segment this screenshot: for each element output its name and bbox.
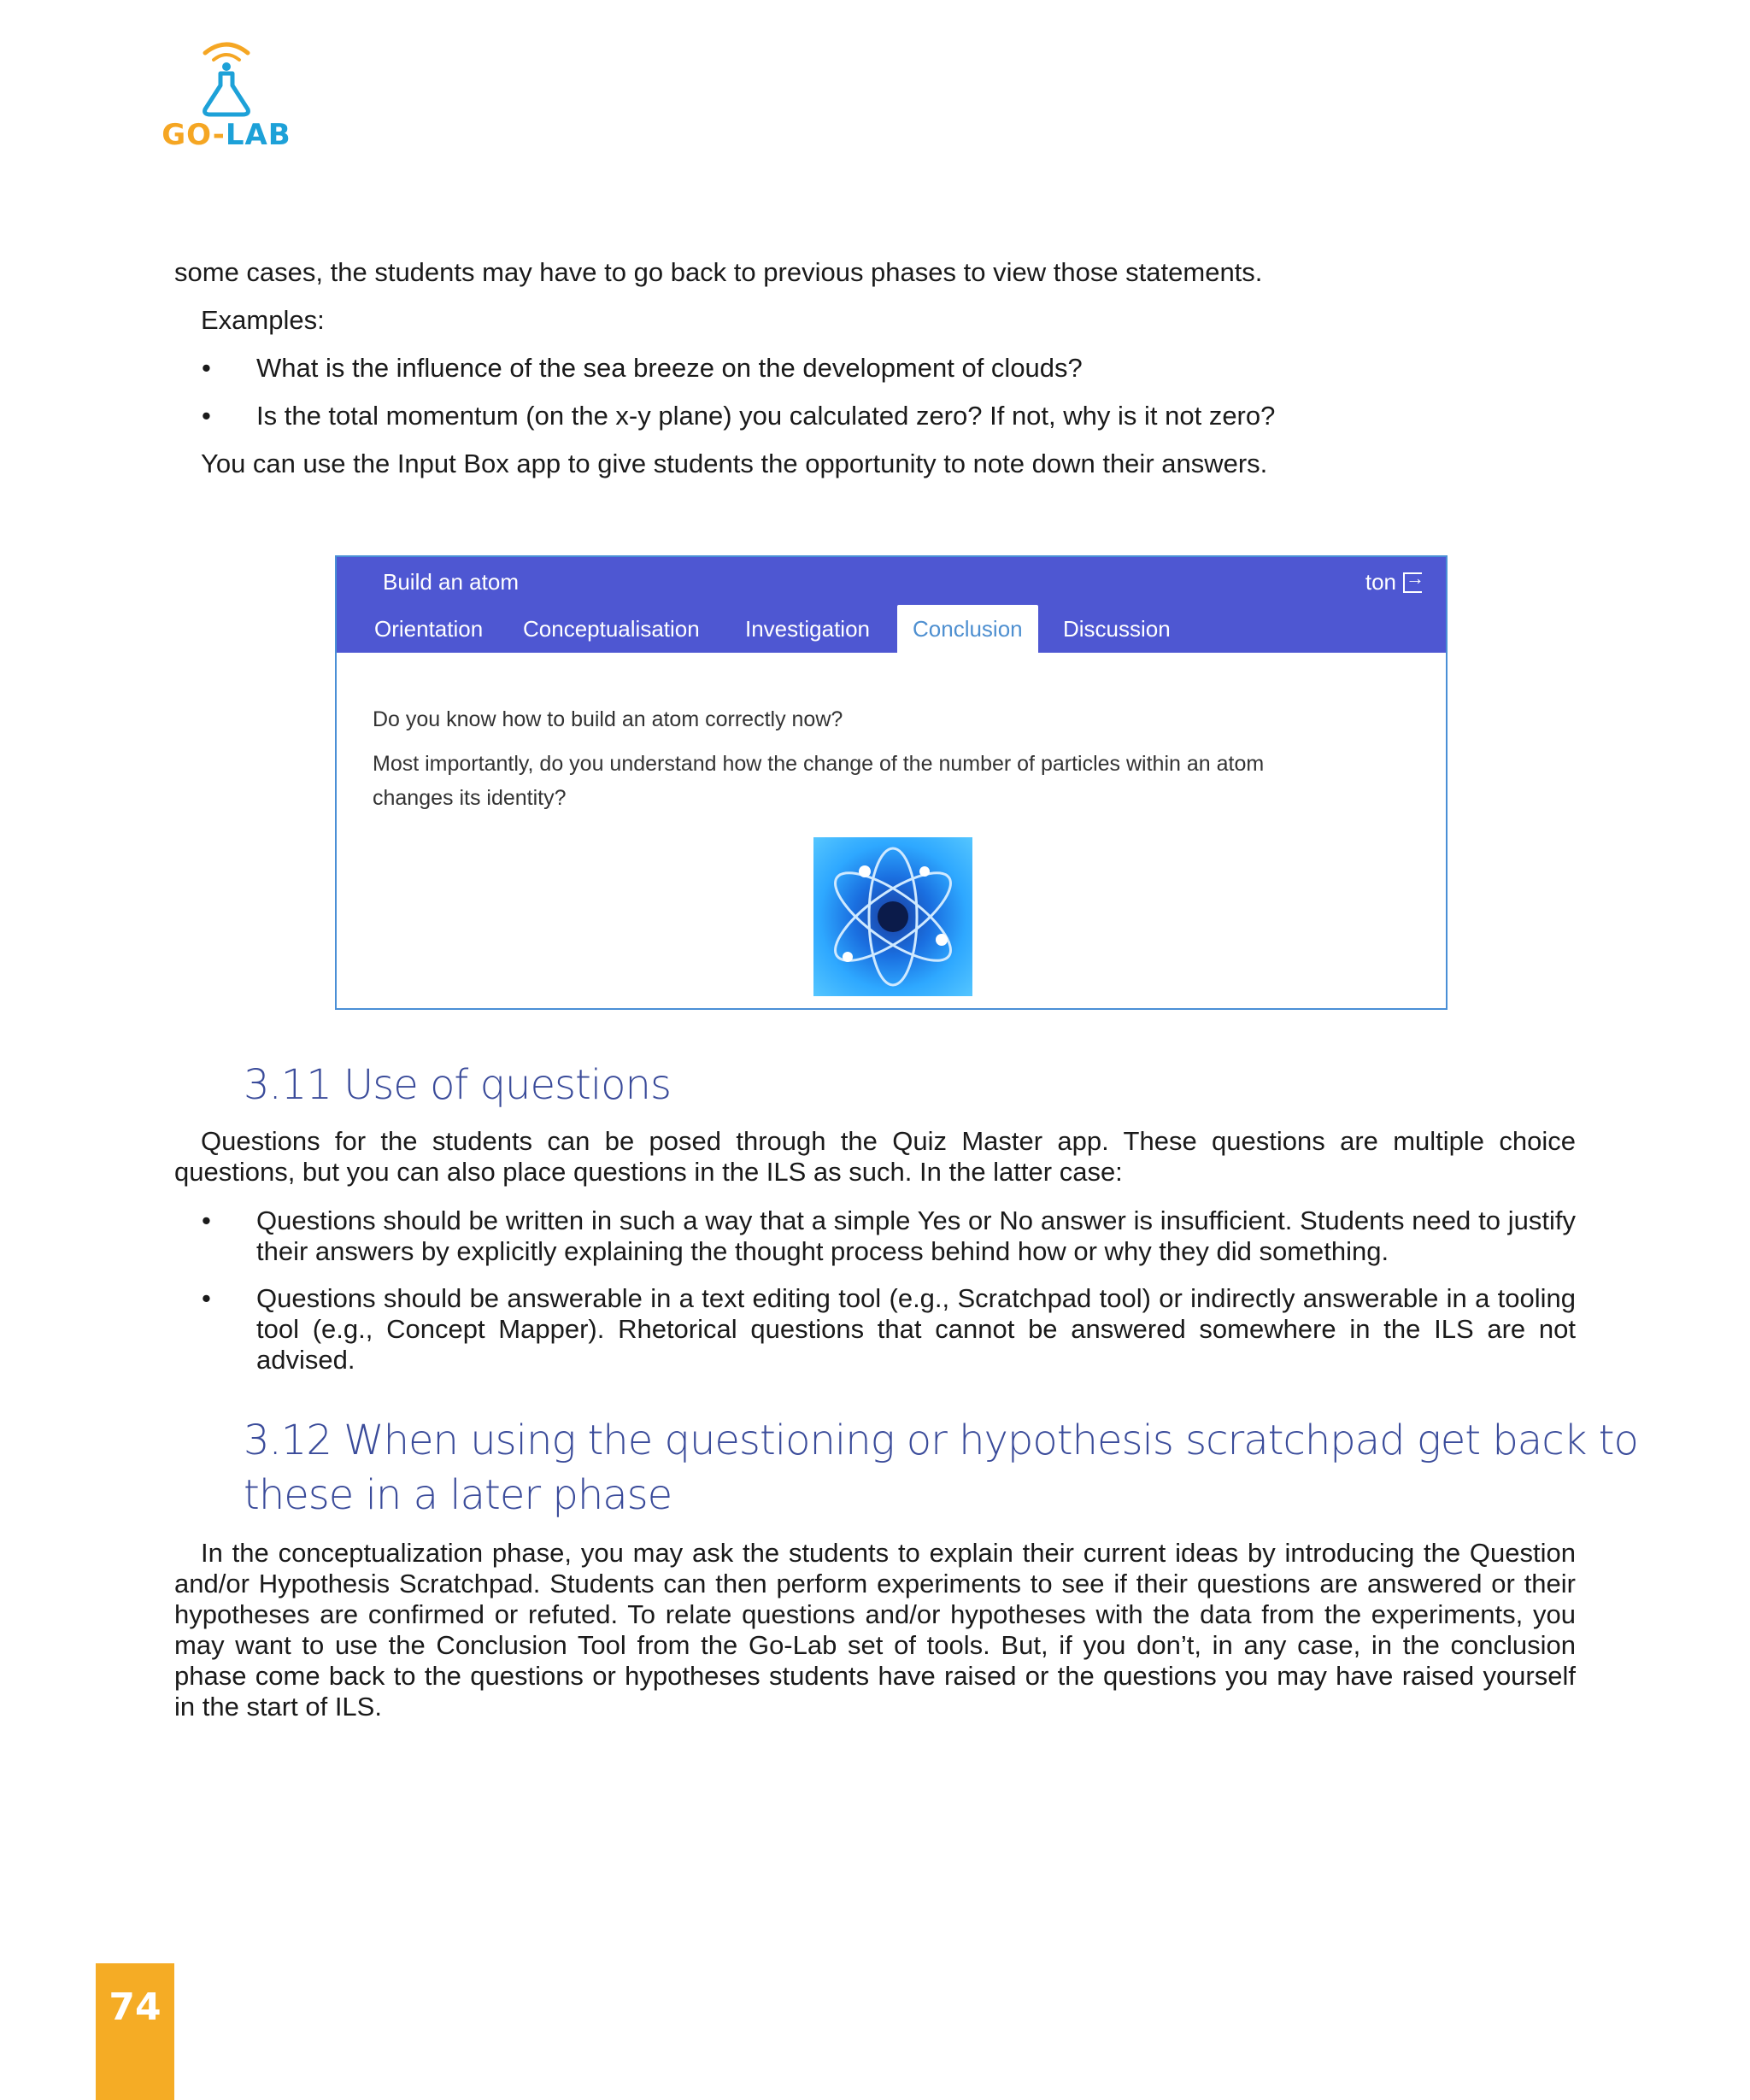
ils-screenshot	[335, 555, 1448, 1010]
tab-discussion[interactable]: Discussion	[1063, 616, 1171, 642]
section-paragraph: In the conceptualization phase, you may ask the students to explain their current ideas by introducing the Question and/or Hypothesis Scratchpad. Students can then perform experiments to see if their questions are answered or their hypotheses are confirmed or refuted. To relate questions and/or hypotheses with the data from the experiments, you may want to use the Conclusion Tool from the Go-Lab set of tools. But, if you don’t, in any case, in the conclusion phase come back to the questions or hypotheses students have raised or the questions you may have raised yourself in the start of ILS.	[174, 1538, 1576, 1722]
bullet-dot: •	[202, 353, 211, 383]
panel-question-1: Do you know how to build an atom correctly now?	[373, 707, 843, 731]
tab-orientation[interactable]: Orientation	[374, 616, 484, 642]
ils-user[interactable]	[1365, 569, 1422, 595]
intro-line: some cases, the students may have to go back to previous phases to view those statements.	[174, 257, 1263, 287]
atom-image	[813, 837, 972, 996]
tab-conclusion[interactable]: Conclusion	[897, 605, 1038, 653]
flask-icon	[154, 34, 299, 120]
examples-label: Examples:	[201, 305, 325, 335]
section-heading: 3.12 When using the questioning or hypothesis scratchpad get back to	[244, 1417, 1638, 1464]
page-number: 74	[109, 1986, 161, 2029]
tab-investigation[interactable]: Investigation	[745, 616, 870, 642]
panel-question-2a: Most importantly, do you understand how the change of the number of particles within an atom	[373, 752, 1265, 776]
ils-header	[337, 557, 1446, 653]
logout-icon[interactable]	[1403, 572, 1422, 593]
bullet-dot: •	[202, 401, 211, 431]
section-heading: 3.11 Use of questions	[244, 1061, 671, 1109]
example-item: Is the total momentum (on the x-y plane) you calculated zero? If not, why is it not zero?	[256, 401, 1276, 431]
ils-title: Build an atom	[383, 569, 519, 595]
bullet-dot: •	[202, 1283, 211, 1313]
tab-conceptualisation[interactable]: Conceptualisation	[523, 616, 700, 642]
panel-question-2b: changes its identity?	[373, 786, 567, 810]
logo-wordmark: GO-LAB	[161, 118, 291, 152]
page-number-tab	[96, 1963, 174, 2100]
section-paragraph: Questions for the students can be posed through the Quiz Master app. These questions are multiple choice questions, but you can also place questions in the ILS as such. In the latter case:	[174, 1126, 1576, 1187]
atom-icon	[813, 837, 972, 996]
guideline-item: Questions should be answerable in a text editing tool (e.g., Scratchpad tool) or indirectly answerable in a tooling tool (e.g., Concept Mapper). Rhetorical questions that cannot be answered somewhere in the ILS are not advised.	[256, 1283, 1576, 1375]
example-item: What is the influence of the sea breeze on the development of clouds?	[256, 353, 1083, 383]
guideline-item: Questions should be written in such a way that a simple Yes or No answer is insufficient. Students need to justify their answers by explicitly explaining the thought process behind how or why they did something.	[256, 1205, 1576, 1266]
bullet-dot: •	[202, 1205, 211, 1235]
intro-closing: You can use the Input Box app to give students the opportunity to note down their answers.	[201, 449, 1268, 478]
section-heading: these in a later phase	[244, 1471, 672, 1519]
golab-logo	[154, 34, 299, 162]
user-name: ton	[1365, 569, 1396, 595]
